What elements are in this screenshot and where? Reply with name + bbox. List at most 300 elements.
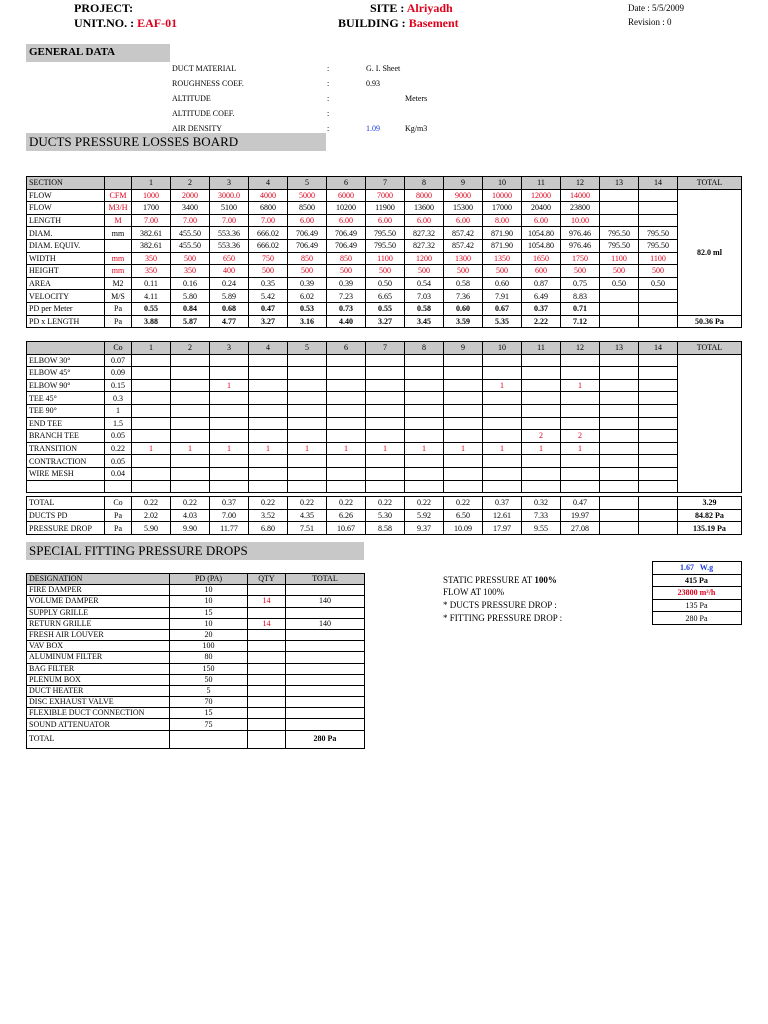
fitting-qty (522, 354, 561, 367)
fitting-qty: 1 (444, 442, 483, 455)
section-number: 12 (561, 342, 600, 355)
fitting-total-cell: 8.58 (366, 522, 405, 535)
fittings-header-row (27, 342, 742, 355)
fitting-qty (483, 367, 522, 380)
fitting-qty (249, 367, 288, 380)
fitting-total-unit: Co (105, 497, 132, 510)
fitting-qty (639, 480, 678, 493)
ducts-cell: 382.61 (132, 239, 171, 252)
fitting-qty (561, 367, 600, 380)
special-name: DUCT HEATER (27, 685, 170, 696)
ducts-cell: 10.00 (561, 214, 600, 227)
ducts-cell: 850 (288, 252, 327, 265)
general-label: ALTITUDE COEF. (172, 109, 235, 118)
fitting-qty (600, 442, 639, 455)
fitting-qty (366, 354, 405, 367)
fitting-qty: 1 (405, 442, 444, 455)
ducts-cell: 6800 (249, 202, 288, 215)
special-total-qty-blank (248, 730, 286, 748)
ducts-cell: 7.00 (171, 214, 210, 227)
ducts-row-label: DIAM. EQUIV. (27, 239, 105, 252)
fitting-qty: 1 (210, 442, 249, 455)
ducts-cell: 5.89 (210, 290, 249, 303)
ducts-cell: 1350 (483, 252, 522, 265)
fitting-total-cell: 5.92 (405, 509, 444, 522)
site (370, 1, 453, 16)
special-total-row (27, 730, 365, 748)
special-qty[interactable] (248, 585, 286, 596)
ducts-cell: 0.39 (288, 277, 327, 290)
fitting-qty (171, 480, 210, 493)
ducts-row-unit: mm (105, 265, 132, 278)
section-number: 2 (171, 177, 210, 190)
fitting-co: 1 (105, 404, 132, 417)
fitting-qty (132, 430, 171, 443)
ducts-cell: 0.58 (405, 302, 444, 315)
ducts-cell (600, 189, 639, 202)
fitting-qty: 1 (561, 442, 600, 455)
summary-table (441, 561, 742, 625)
fitting-name: BRANCH TEE (27, 430, 105, 443)
ducts-cell (639, 202, 678, 215)
ducts-cell (600, 302, 639, 315)
fitting-qty (327, 430, 366, 443)
general-value: 0.93 (366, 79, 380, 88)
fitting-qty: 1 (171, 442, 210, 455)
length-total: 82.0 ml (678, 189, 742, 315)
special-qty[interactable] (248, 652, 286, 663)
special-name: BAG FILTER (27, 663, 170, 674)
ducts-cell: 706.49 (327, 227, 366, 240)
special-total (286, 719, 365, 730)
fitting-qty (366, 404, 405, 417)
ducts-cell (639, 315, 678, 328)
special-pd: 10 (170, 618, 248, 629)
ducts-cell: 795.50 (366, 227, 405, 240)
fitting-total-cell: 9.55 (522, 522, 561, 535)
fitting-co: 0.22 (105, 442, 132, 455)
total-header: TOTAL (678, 177, 742, 190)
fitting-name: WIRE MESH (27, 467, 105, 480)
fitting-qty: 1 (210, 379, 249, 392)
ducts-cell: 20400 (522, 202, 561, 215)
fitting-qty (366, 467, 405, 480)
ducts-cell: 6000 (327, 189, 366, 202)
special-qty[interactable] (248, 629, 286, 640)
ducts-cell: 0.60 (444, 302, 483, 315)
site-value: Alriyadh (406, 1, 453, 15)
special-total (286, 607, 365, 618)
fitting-qty: 1 (483, 379, 522, 392)
ducts-cell: 500 (366, 265, 405, 278)
ducts-cell: 10200 (327, 202, 366, 215)
ducts-cell: 382.61 (132, 227, 171, 240)
special-name: FRESH AIR LOUVER (27, 629, 170, 640)
ducts-cell: 857.42 (444, 227, 483, 240)
fitting-co: 0.04 (105, 467, 132, 480)
special-total (286, 697, 365, 708)
ducts-cell (639, 302, 678, 315)
fitting-qty (522, 392, 561, 405)
special-pd: 80 (170, 652, 248, 663)
special-fitting-title: SPECIAL FITTING PRESSURE DROPS (26, 542, 364, 560)
fitting-row (27, 417, 742, 430)
ducts-cell: 5100 (210, 202, 249, 215)
ducts-row (27, 202, 742, 215)
fitting-qty (288, 467, 327, 480)
fitting-qty (327, 392, 366, 405)
fitting-name: END TEE (27, 417, 105, 430)
building-label: BUILDING : (338, 16, 406, 30)
fitting-qty (171, 430, 210, 443)
special-total: 140 (286, 596, 365, 607)
fitting-qty (171, 392, 210, 405)
fitting-qty (639, 367, 678, 380)
special-name: FLEXIBLE DUCT CONNECTION (27, 708, 170, 719)
ducts-row (27, 277, 742, 290)
special-qty[interactable]: 14 (248, 618, 286, 629)
ducts-cell: 7.00 (210, 214, 249, 227)
fitting-total-cell (639, 522, 678, 535)
fitting-qty (600, 367, 639, 380)
ducts-cell: 1054.80 (522, 227, 561, 240)
fitting-row (27, 442, 742, 455)
fitting-qty: 1 (327, 442, 366, 455)
ducts-cell: 12000 (522, 189, 561, 202)
fitting-qty (210, 430, 249, 443)
ducts-cell: 6.49 (522, 290, 561, 303)
ducts-cell: 6.00 (522, 214, 561, 227)
fitting-qty (483, 467, 522, 480)
ducts-cell: 400 (210, 265, 249, 278)
fitting-qty: 1 (249, 442, 288, 455)
ducts-cell: 706.49 (288, 239, 327, 252)
fitting-qty (210, 455, 249, 468)
fitting-co (105, 480, 132, 493)
unit-label: UNIT.NO. : (74, 16, 135, 30)
fitting-total-cell: 4.03 (171, 509, 210, 522)
designation-header: DESIGNATION (27, 574, 170, 585)
fitting-qty (171, 379, 210, 392)
fitting-qty (483, 480, 522, 493)
special-total (286, 585, 365, 596)
fitting-drop-value: 280 Pa (652, 612, 741, 625)
wg-unit: W.g (699, 563, 714, 573)
fitting-qty (405, 467, 444, 480)
general-separator: : (327, 64, 330, 73)
section-number: 13 (600, 177, 639, 190)
ducts-cell: 6.65 (366, 290, 405, 303)
special-pd: 70 (170, 697, 248, 708)
fitting-qty (210, 480, 249, 493)
fitting-name: TEE 45° (27, 392, 105, 405)
ducts-cell: 500 (444, 265, 483, 278)
ducts-cell: 5.35 (483, 315, 522, 328)
special-qty[interactable] (248, 697, 286, 708)
ducts-row-label: FLOW (27, 202, 105, 215)
fitting-qty (132, 379, 171, 392)
fitting-qty (522, 467, 561, 480)
special-name: ALUMINUM FILTER (27, 652, 170, 663)
fitting-qty (444, 455, 483, 468)
general-label: DUCT MATERIAL (172, 64, 237, 73)
ducts-cell: 23800 (561, 202, 600, 215)
fitting-qty (249, 430, 288, 443)
ducts-cell: 795.50 (366, 239, 405, 252)
ducts-cell: 553.36 (210, 239, 249, 252)
ducts-cell: 6.00 (405, 214, 444, 227)
section-number: 5 (288, 177, 327, 190)
ducts-cell: 500 (327, 265, 366, 278)
ducts-cell: 666.02 (249, 239, 288, 252)
fitting-total-cell: 10.09 (444, 522, 483, 535)
special-name: PLENUM BOX (27, 674, 170, 685)
ducts-cell: 1200 (405, 252, 444, 265)
general-unit: Meters (405, 94, 428, 103)
special-row (27, 697, 365, 708)
fitting-total-cell: 0.22 (366, 497, 405, 510)
ducts-cell: 7.23 (327, 290, 366, 303)
special-pd: 75 (170, 719, 248, 730)
special-row (27, 674, 365, 685)
date: Date : 5/5/2009 (628, 3, 684, 13)
fitting-total-cell: 9.37 (405, 522, 444, 535)
fitting-total-cell (600, 522, 639, 535)
fitting-total-cell: 0.22 (444, 497, 483, 510)
fitting-qty: 1 (522, 442, 561, 455)
fitting-qty (366, 455, 405, 468)
ducts-cell: 3400 (171, 202, 210, 215)
fitting-name: ELBOW 90° (27, 379, 105, 392)
ducts-cell: 0.67 (483, 302, 522, 315)
section-number: 4 (249, 177, 288, 190)
ducts-cell: 8500 (288, 202, 327, 215)
special-qty[interactable] (248, 708, 286, 719)
ducts-row-unit: mm (105, 252, 132, 265)
fitting-name (27, 480, 105, 493)
fitting-total-cell: 27.08 (561, 522, 600, 535)
fitting-total-cell (639, 509, 678, 522)
fitting-qty (639, 442, 678, 455)
ducts-cell: 3000.0 (210, 189, 249, 202)
fitting-total-cell: 5.30 (366, 509, 405, 522)
fitting-qty (600, 392, 639, 405)
section-number: 8 (405, 177, 444, 190)
ducts-cell: 4.11 (132, 290, 171, 303)
fitting-qty (249, 354, 288, 367)
ducts-cell: 0.53 (288, 302, 327, 315)
ducts-cell: 3.27 (249, 315, 288, 328)
ducts-row-unit: Pa (105, 315, 132, 328)
general-separator: : (327, 109, 330, 118)
fitting-qty (405, 404, 444, 417)
ducts-cell: 0.50 (600, 277, 639, 290)
special-qty[interactable] (248, 674, 286, 685)
fitting-qty: 1 (366, 442, 405, 455)
fitting-qty (210, 417, 249, 430)
fitting-total-cell: 12.61 (483, 509, 522, 522)
fitting-qty: 2 (561, 430, 600, 443)
general-value: 1.09 (366, 124, 380, 133)
ducts-cell: 1750 (561, 252, 600, 265)
special-row (27, 719, 365, 730)
ducts-cell: 6.02 (288, 290, 327, 303)
fitting-total-cell: 6.50 (444, 509, 483, 522)
fitting-total-row (27, 522, 742, 535)
special-name: VAV BOX (27, 641, 170, 652)
fitting-qty (561, 392, 600, 405)
ducts-cell: 7.03 (405, 290, 444, 303)
special-total-label: TOTAL (27, 730, 170, 748)
fitting-qty: 1 (288, 442, 327, 455)
ducts-cell: 795.50 (639, 239, 678, 252)
fitting-name: ELBOW 45° (27, 367, 105, 380)
special-pd: 100 (170, 641, 248, 652)
ducts-cell: 7.36 (444, 290, 483, 303)
fitting-total-cell: 0.22 (171, 497, 210, 510)
fitting-total-cell: 0.32 (522, 497, 561, 510)
special-pd: 10 (170, 585, 248, 596)
ducts-cell (639, 290, 678, 303)
ducts-drop-label: * DUCTS PRESSURE DROP : (443, 600, 557, 611)
fitting-qty (639, 354, 678, 367)
fitting-total-unit: Pa (105, 522, 132, 535)
special-qty[interactable] (248, 607, 286, 618)
special-qty[interactable] (248, 641, 286, 652)
fitting-qty (132, 354, 171, 367)
special-qty[interactable]: 14 (248, 596, 286, 607)
fitting-row (27, 430, 742, 443)
fitting-qty (444, 430, 483, 443)
ducts-cell: 3.59 (444, 315, 483, 328)
static-pressure-value: 415 Pa (652, 574, 741, 587)
ducts-cell: 7.12 (561, 315, 600, 328)
fitting-qty (210, 404, 249, 417)
section-number: 14 (639, 177, 678, 190)
ducts-cell: 4.77 (210, 315, 249, 328)
fitting-qty (288, 455, 327, 468)
general-separator: : (327, 124, 330, 133)
fitting-qty (288, 354, 327, 367)
fitting-qty (405, 417, 444, 430)
fitting-drop-label: * FITTING PRESSURE DROP : (443, 612, 563, 623)
section-number: 8 (405, 342, 444, 355)
wg-number: 1.67 (679, 563, 694, 573)
ducts-cell: 350 (132, 252, 171, 265)
special-qty[interactable] (248, 719, 286, 730)
wg-value (652, 562, 741, 575)
fitting-qty (405, 367, 444, 380)
ducts-cell: 6.00 (366, 214, 405, 227)
ducts-row (27, 252, 742, 265)
ducts-cell: 850 (327, 252, 366, 265)
ducts-cell: 500 (483, 265, 522, 278)
ducts-cell: 0.50 (639, 277, 678, 290)
fitting-total-cell: 17.97 (483, 522, 522, 535)
ducts-cell: 6.00 (288, 214, 327, 227)
ducts-cell: 6.00 (444, 214, 483, 227)
fitting-total-cell: 6.80 (249, 522, 288, 535)
fitting-total-cell: 6.26 (327, 509, 366, 522)
fittings-label-header (27, 342, 105, 355)
fitting-qty (483, 354, 522, 367)
special-total-pd-blank (170, 730, 248, 748)
fitting-qty (171, 455, 210, 468)
special-qty[interactable] (248, 685, 286, 696)
ducts-cell: 1000 (132, 189, 171, 202)
flow-value: 23800 m³/h (652, 587, 741, 600)
fitting-qty (444, 379, 483, 392)
fitting-qty (210, 354, 249, 367)
ducts-cell (639, 214, 678, 227)
fitting-name: TRANSITION (27, 442, 105, 455)
building (338, 16, 459, 31)
special-name: SUPPLY GRILLE (27, 607, 170, 618)
ducts-cell: 0.37 (522, 302, 561, 315)
fitting-total-label: PRESSURE DROP (27, 522, 105, 535)
special-qty[interactable] (248, 663, 286, 674)
ducts-cell: 976.46 (561, 239, 600, 252)
fitting-qty (132, 367, 171, 380)
fitting-total-cell: 19.97 (561, 509, 600, 522)
static-pressure-label (441, 574, 652, 587)
ducts-cell: 976.46 (561, 227, 600, 240)
fitting-qty (132, 467, 171, 480)
ducts-row-unit: M (105, 214, 132, 227)
ducts-cell: 9000 (444, 189, 483, 202)
fitting-qty (561, 480, 600, 493)
ducts-cell: 11900 (366, 202, 405, 215)
fitting-qty (561, 455, 600, 468)
ducts-cell: 15300 (444, 202, 483, 215)
ducts-cell: 500 (561, 265, 600, 278)
fitting-qty (171, 367, 210, 380)
section-number: 11 (522, 342, 561, 355)
fitting-total-cell: 2.02 (132, 509, 171, 522)
fitting-co: 0.05 (105, 455, 132, 468)
section-number: 5 (288, 342, 327, 355)
ducts-cell: 0.16 (171, 277, 210, 290)
fitting-total-cell: 0.37 (483, 497, 522, 510)
fitting-qty (444, 392, 483, 405)
fitting-qty (366, 392, 405, 405)
fitting-total-cell: 11.77 (210, 522, 249, 535)
section-number: 9 (444, 177, 483, 190)
ducts-cell: 666.02 (249, 227, 288, 240)
fitting-qty (171, 417, 210, 430)
fitting-qty (600, 417, 639, 430)
fitting-name: ELBOW 30° (27, 354, 105, 367)
ducts-row-label: PD x LENGTH (27, 315, 105, 328)
fitting-qty (171, 404, 210, 417)
fitting-qty (600, 430, 639, 443)
fitting-name: TEE 90° (27, 404, 105, 417)
ducts-cell: 0.87 (522, 277, 561, 290)
ducts-row (27, 290, 742, 303)
special-row (27, 652, 365, 663)
special-total (286, 674, 365, 685)
ducts-cell: 795.50 (600, 227, 639, 240)
ducts-cell: 13600 (405, 202, 444, 215)
flow-label: FLOW AT 100% (443, 587, 505, 598)
fitting-qty (405, 430, 444, 443)
fitting-qty (483, 392, 522, 405)
section-number: 13 (600, 342, 639, 355)
section-number: 1 (132, 342, 171, 355)
fitting-qty (327, 367, 366, 380)
ducts-cell: 6.00 (327, 214, 366, 227)
special-total (286, 685, 365, 696)
